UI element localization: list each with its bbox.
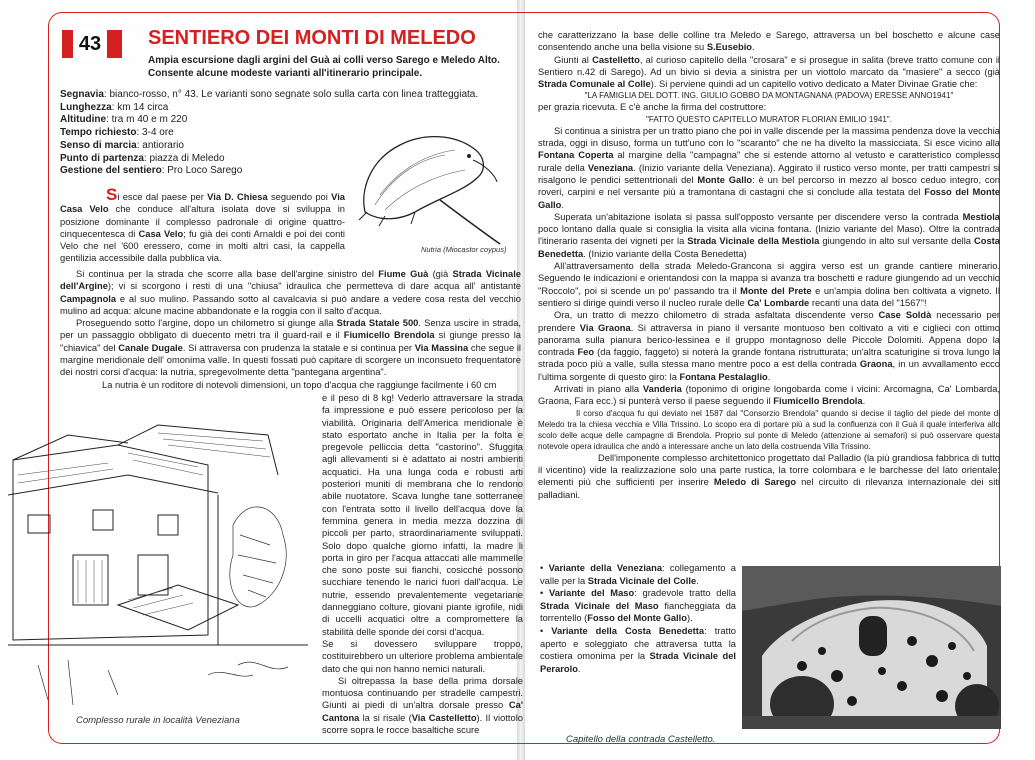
text-run: Giunti al (554, 54, 593, 65)
text-run-bold: Via Graona (579, 322, 631, 333)
text-run: recanti una data del "1567"! (809, 297, 927, 308)
text-run: (toponimo di origine longobarda come i vicini: Arcomagna, Ca' Lombarda, Graona, Fara ecc.) si punterà verso il paese seguendo il (538, 384, 1000, 407)
text-run: Arrivati in piano alla (554, 384, 643, 395)
text-run: seguendo poi (267, 192, 328, 202)
text-run-bold: Mestiola (962, 211, 1000, 222)
text-run: : gradevole tratto della (634, 588, 737, 599)
text-run: Proseguendo sotto l'argine, dopo un chilometro si giunge alla (76, 318, 337, 329)
text-run-bold: Casa Velo (138, 228, 184, 239)
text-run-bold: Vanderia (642, 384, 682, 395)
variants-list (540, 562, 736, 675)
text-run-bold: Case Soldà (878, 310, 932, 321)
text-run: : tratto aperto e soleggiato che attraversa tutta la costiera omonima per la (540, 625, 736, 662)
text-run: Superata un'abitazione isolata si passa sull'opposto versante per discendere verso la contrada (554, 211, 963, 222)
text-run: Ora, un tratto di mezzo chilometro di strada asfaltata discendente verso (554, 310, 879, 321)
text-run: la si risale ( (359, 712, 412, 723)
text-run: . Si attraversa in piano il versante montuoso ben coltivato a viti e ciglieci con ottimo panorama sulla pianura berico-lessinea e il gruppo montagnoso delle Piccole Dolomiti. Appena dopo la contrada (538, 322, 1001, 358)
capitello-photo (742, 566, 1001, 729)
info-value: : piazza di Meledo (143, 152, 225, 164)
info-value: : bianco-rosso, n° 43. Le varianti sono segnate solo sulla carta con linea tratteggiata. (103, 89, 479, 100)
text-run-bold: Strada Vicinale dell'Argine (60, 269, 522, 292)
text-paragraph: Se si dovessero sviluppare troppo, costituirebbero un ulteriore problema ambientale dato che qui non hanno nemici naturali. (322, 638, 523, 674)
info-label: Segnavia (60, 89, 104, 100)
text-run-bold: Meledo di Sarego (713, 477, 797, 488)
info-value: : antiorario (136, 139, 184, 151)
text-run: ). Si perviene quindi ad un capitello votivo dedicato a Mater Divinae Gratie che: (650, 79, 978, 90)
text-run-bold: Fiume Guà (378, 269, 429, 279)
variant-name: Variante della Veneziana (548, 563, 663, 573)
text-run: che segue il margine meridionale dell' omonima valle. In questi fossati può capitare di scorgere un inconsueto frequentatore dei nostri corsi d'acqua: la nutria, spregevolmente detta "pantegana argentina". (60, 342, 522, 378)
text-run: che caratterizzano la base delle colline tra Meledo e Sarego, attraversa un bel boschetto e alcune case consentendo anche una bella visione su (538, 30, 1000, 53)
text-run-bold: Fontana Coperta (538, 150, 614, 161)
left-side-column (322, 392, 523, 736)
info-label: Punto di partenza (60, 152, 144, 164)
text-run: i esce dal paese per (117, 192, 208, 202)
text-run-bold: Strada Vicinale del Colle (587, 575, 697, 586)
text-run: (già (428, 269, 453, 279)
page-title: SENTIERO DEI MONTI DI MELEDO (148, 27, 476, 49)
text-run: ). Il viottolo scorre sopra le rocce basaltiche scure (322, 712, 523, 736)
info-label: Altitudine (60, 114, 107, 126)
text-run-bold: Veneziana (587, 162, 634, 173)
text-paragraph: La nutria è un roditore di notevoli dimensioni, un topo d'acqua che raggiunge facilmente i 60 cm (102, 379, 497, 390)
text-run-bold: Monte Gallo (697, 174, 753, 185)
capitello-caption: Capitello della contrada Castelletto. (566, 734, 716, 745)
text-run-bold: Strada Statale 500 (336, 318, 419, 329)
text-run: . (Inizio variante della Veneziana). Aggirato il rustico verso monte, per tratti campestri si risalgono le pendici settentrionali del (538, 162, 1000, 185)
info-row (60, 102, 520, 115)
variant-item: • Variante della Costa Benedetta: tratto aperto e soleggiato che attraversa tutta la costiera omonima per la Strada Vicinale del Perarolo. (540, 625, 736, 674)
text-run: necessario per prendere (538, 310, 1000, 333)
rural-caption: Complesso rurale in località Veneziana (76, 715, 240, 726)
variant-item: • Variante del Maso: gradevole tratto della Strada Vicinale del Maso fiancheggiata da torrentello (Fosso del Monte Gallo). (540, 588, 737, 624)
variant-item: • Variante della Veneziana: collegamento a valle per la Strada Vicinale del Colle. (540, 563, 736, 586)
info-row (60, 89, 520, 102)
dedication-quote: "LA FAMIGLIA DEL DOTT. ING. GIULIO GOBBO DA MONTAGNANA (PADOVA) ERESSE ANNO1941" (584, 91, 954, 101)
text-run: , in un avvallamento ecco l'ultima sorgente di questo giro: la (538, 359, 1001, 382)
text-run-bold: Castelletto (592, 54, 640, 65)
text-run-bold: Strada Vicinale del Perarolo (540, 651, 736, 674)
text-run: . Si attraversa con prudenza la statale e si continua per (182, 342, 415, 353)
info-label: Senso di marcia (60, 139, 137, 151)
trail-number-badge (62, 30, 122, 58)
text-run-bold: Graona (859, 359, 893, 370)
text-run: : è un bel percorso in mezzo al bosco ceduo integro, con roveri, carpini e nel versante più a tramontana di castagni che si conclude alla testata del (538, 174, 1000, 198)
nutria-sketch (345, 120, 520, 250)
variant-name: Variante della Costa Benedetta (551, 625, 705, 636)
text-run: Dell'imponente complesso architettonico progettato dal Palladio (la più grandiosa fabbrica di tutto il vicentino) vide la realizzazione solo una parte rustica, la torre colombara e le barchesse del lato orientale: elementi più che sufficienti per inserire (538, 452, 1000, 488)
text-run: : collegamento a valle per la (540, 563, 736, 586)
text-run-bold: Fontana Pestalaglio (679, 371, 768, 382)
text-run-bold: Via Castelletto (411, 712, 477, 723)
text-run: che conduce all'altura isolata dove si sviluppa in posizione dominante il complesso padronale di origine quattro-cinquecentesca di (60, 204, 345, 239)
text-run-bold: Via D. Chiesa (207, 192, 268, 202)
text-run: al margine della "campagna" che si estende attorno al vetusto e caratteristico complesso rurale della (538, 150, 1000, 173)
trail-number: 43 (73, 30, 107, 58)
text-run-bold: Canale Dugale (118, 342, 183, 353)
text-run: (da faggio, faggeto) si noterà la grande fontana ristrutturata; un'altra scaturigine si trova lungo la strada poco più a valle, sulla stessa mano mentre poco a est della contrada (538, 347, 1000, 370)
text-run: poco lontano dalla quale si consiglia la visita alla vicina fontana. (Inizio variante del Maso). Oltre la contrada l'itinerario rasenta dei vigneti per la (538, 224, 1000, 247)
left-body-top (60, 268, 521, 391)
text-run: si giunge presso la "chiavica" del (60, 330, 521, 353)
rural-complex-sketch (8, 405, 313, 710)
text-run: Si oltrepassa la base della prima dorsale montuosa continuando per stradelle campestri. Giunti ai piedi di un'altra dorsale presso (322, 675, 523, 711)
text-run-bold: Via Casa Velo (60, 192, 345, 215)
info-label: Tempo richiesto (60, 127, 137, 139)
text-run-bold: Campagnola (60, 293, 117, 304)
text-run-bold: Feo (577, 347, 595, 358)
intro-paragraph (60, 185, 345, 265)
nutria-caption: Nutria (Miocastor coypus) (421, 245, 507, 254)
text-run: ). (686, 613, 693, 624)
text-run: All'attraversamento della strada Meledo-Grancona si aggira verso est un grande cantiere minerario. Seguendo le indicazioni e orientandosi con la mappa si avanza tra boschetti e radure giungendo ad un vecchio "Roccolo", poi si scende un po' passando tra il (538, 261, 1000, 296)
text-run: . (Inizio variante della Costa Benedetta) (583, 248, 747, 259)
text-paragraph-small: Il corso d'acqua fu qui deviato nel 1587 dal "Consorzio Brendola" quando si decise il taglio del piede del monte di Meledo tra la chiesa vecchia e Villa Trissino. Lo scopo era di portare più a sud la confluenza con il Guà il quale interferiva allo scolo delle acque delle campagne di Brendola. Proprio sul ponte di Meledo (attenzione ai semafori) si può osservare questa notevole opera idraulica che andò a interessare anche un lato della costruenda Villa Trissino. (538, 408, 1000, 451)
drop-cap: S (106, 185, 118, 204)
text-run-bold: Ca' Lombarde (747, 297, 810, 308)
text-paragraph: per grazia ricevuta. E c'è anche la firma del costruttore: (538, 102, 767, 113)
subtitle-line-2: Consente alcune modeste varianti all'itinerario principale. (148, 68, 423, 79)
info-label: Lunghezza (60, 101, 112, 113)
builder-quote: "FATTO QUESTO CAPITELLO MURATOR FLORIAN EMILIO 1941". (645, 114, 893, 124)
text-run-bold: Strada Vicinale della Mestiola (687, 236, 820, 247)
text-run: . (577, 663, 581, 674)
variant-name: Variante del Maso (549, 588, 635, 599)
text-run-bold: Fosso del Monte Gallo (538, 187, 1001, 210)
info-value: : km 14 circa (111, 101, 169, 113)
text-run-bold: Via Massina (414, 342, 469, 353)
text-run-bold: Strada Comunale al Colle (538, 79, 651, 90)
text-run: fiancheggiata da torrentello ( (540, 600, 736, 624)
text-run-bold: Fiumicello Brendola (343, 330, 435, 341)
text-run: . Senza uscire in strada, per un passaggio obbligato di duecento metri tra il guard-rail e il (60, 318, 521, 341)
text-run-bold: Monte del Prete (740, 285, 812, 296)
subtitle-line-1: Ampia escursione dagli argini del Guà ai colli verso Sarego e Meledo Alto. (148, 55, 500, 66)
info-value: : tra m 40 e m 220 (106, 114, 188, 126)
text-run-bold: Fiumicello Brendola (773, 396, 863, 407)
text-run-bold: S.Eusebio (706, 42, 753, 53)
text-run: e al suo mulino. Passando sotto al cavalcavia si può andare a vedere cosa resta del vecchio mulino ad acqua: alcune macine abbandonate e la roggia con il salto d'acqua. (60, 293, 521, 316)
text-run: nel circuito di rilevanza internazionale dei siti palladiani. (538, 477, 1000, 500)
text-run: Si continua per la strada che scorre alla base dell'argine sinistro del (76, 269, 379, 279)
text-run: e un'ampia dolina ben coltivata a vigneto. Il sentiero si dirige quindi verso il nucleo rurale delle (538, 285, 1000, 308)
text-run-bold: Fosso del Monte Gallo (587, 613, 687, 624)
text-run: giungendo in alto sul versante della (819, 236, 975, 247)
text-run-bold: Ca' Cantona (322, 700, 523, 723)
page-subtitle (148, 54, 508, 80)
info-label: Gestione del sentiero (60, 165, 162, 177)
text-run: ; fu già dei conti Arnaldi e poi dei conti Velo che nel '600 eressero, come in molti altri casi, la cappella gentilizia accessibile dalla pubblica via. (60, 228, 345, 264)
text-run: . (696, 575, 699, 586)
info-value: : 3-4 ore (136, 127, 174, 139)
right-body: che caratterizzano la base delle colline tra Meledo e Sarego, attraversa un bel boschetto e alcune case consentendo anche una bella visione su S.Eusebio. Giunti al Castelletto, al curioso capitello della "crosara" e si prosegue in salita (breve tratto comune con il Sentiero n.42 di Sarego). Ad un bivio si devia a sinistra per un viottolo marcato da "masiere" a secco (già Strada Comunale al Colle). Si perviene quindi ad un capitello votivo dedicato a Mater Divinae Gratie che: "LA FAMIGLIA DEL DOTT. ING. GIULIO GOBBO DA MONTAGNANA (PADOVA) ERESSE ANNO1941" per grazia ricevuta. E c'è anche la firma del costruttore: "FATTO QUESTO CAPITELLO MURATOR FLORIAN EMILIO 1941". Si continua a sinistra per un tratto piano che poi in valle discende per la massima pendenza dove la vecchia strada, oggi in disuso, forma un tutt'uno con lo "scaranto" che ne ha divelto la massicciata. Si esce vicino alla Fontana Coperta al margine della "campagna" che si estende attorno al vetusto e caratteristico complesso rurale della Veneziana. (Inizio variante della Veneziana). Aggirato il rustico verso monte, per tratti campestri si risalgono le pendici settentrionali del Monte Gallo: è un bel percorso in mezzo al bosco ceduo integro, con roveri, carpini e nel versante più a tramontana di castagni che si conclude alla testata del Fosso del Monte Gallo. Superata un'abitazione isolata si passa sull'opposto versante per discendere verso la contrada Mestiola poco lontano dalla quale si consiglia la visita alla vicina fontana. (Inizio variante del Maso). Oltre la contrada l'itinerario rasenta dei vigneti per la Strada Vicinale della Mestiola giungendo in alto sul versante della Costa Benedetta. (Inizio variante della Costa Benedetta) All'attraversamento della strada Meledo-Grancona si aggira verso est un grande cantiere minerario. Seguendo le indicazioni e orientandosi con la mappa si avanza tra boschetti e radure giungendo ad un vecchio "Roccolo", poi si scende un po' passando tra il Monte del Prete e un'ampia dolina ben coltivata a vigneto. Il sentiero si dirige quindi verso il nucleo rurale delle Ca' Lombarde recanti una data del "1567"! Ora, un tratto di mezzo chilometro di strada asfaltata discendente verso Case Soldà necessario per prendere Via Graona. Si attraversa in piano il versante montuoso ben coltivato a viti e ciglieci con ottimo panorama sulla pianura berico-lessinea e il gruppo montagnoso delle Piccole Dolomiti. Appena dopo la contrada Feo (da faggio, faggeto) si noterà la grande fontana ristrutturata; un'altra scaturigine si trova lungo la strada poco più a valle, sulla stessa mano mentre poco a est della contrada Graona, in un avvallamento ecco l'ultima sorgente di questo giro: la Fontana Pestalaglio. Arrivati in piano alla Vanderia (toponimo di origine longobarda come i vicini: Arcomagna, Ca' Lombarda, Graona, Fara ecc.) si punterà verso il paese seguendo il Fiumicello Brendola. Il corso d'acqua fu qui deviato nel 1587 dal "Consorzio Brendola" quando si decise il taglio del piede del monte di Meledo tra la chiesa vecchia e Villa Trissino. Lo scopo era di portare più a sud la confluenza con il Guà il quale interferiva allo scolo delle acque delle campagne di Brendola. Proprio sul ponte di Meledo (attenzione ai semafori) si può osservare questa notevole opera idraulica che andò a interessare anche un lato della costruenda Villa Trissino. Dell'imponente complesso architettonico progettato dal Palladio (la più grandiosa fabbrica di tutto il vicentino) vide la realizzazione solo una parte rustica, la torre colombara e le barchesse del lato orientale: elementi più che sufficienti per inserire Meledo di Sarego nel circuito di rilevanza internazionale dei siti palladiani. (538, 30, 1001, 500)
text-run: Si continua a sinistra per un tratto piano che poi in valle discende per la massima pendenza dove la vecchia strada, oggi in disuso, forma un tutt'uno con lo "scaranto" che ne ha divelto la massicciata. Si esce vicino alla (538, 125, 1000, 149)
text-run: , al curioso capitello della "crosara" e si prosegue in salita (breve tratto comune con il Sentiero n.42 di Sarego). Ad un bivio si devia a sinistra per un viottolo marcato da "masiere" a secco (già (538, 54, 1000, 77)
text-run-bold: Costa Benedetta (538, 236, 1000, 259)
info-value: : Pro Loco Sarego (161, 165, 243, 177)
text-run-bold: Strada Vicinale del Maso (540, 600, 659, 611)
text-paragraph: e il peso di 8 kg! Vederlo attraversare la strada fa impressione e può essere pericoloso per la viabilità. Originaria dell'America meridionale è stato esportato anche in Italia per la folta e pregevole pelliccia detta "castorino". Sfuggita agli allevamenti si è adattato ai nostri ambienti acquatici. Ha una lunga coda e robusti arti posteriori muniti di membrana che lo rendono abile nuotatore. Scava lunghe tane sotterranee con l'entrata sotto il livello dell'acqua dove la femmina genera in media mezza dozzina di piccoli per parto, straordinariamente sviluppati. Solo dopo qualche giorno infatti, la madre li porta in giro per l'acqua attaccati alle mammelle che sono poste sui fianchi, cosicché possono succhiare tenendo le narici fuori dall'acqua. Le nutrie, essendo prevalentemente vegetariane danneggiano colture, giovani piante igrofile, nidi di uccelli acquatici oltre a compromettere la stabilità delle sponde dei corsi d'acqua. (322, 393, 523, 637)
text-run: ); vi si scorgono i resti di una "chiusa" idraulica che permetteva di dare acqua all' antistante (107, 281, 521, 292)
